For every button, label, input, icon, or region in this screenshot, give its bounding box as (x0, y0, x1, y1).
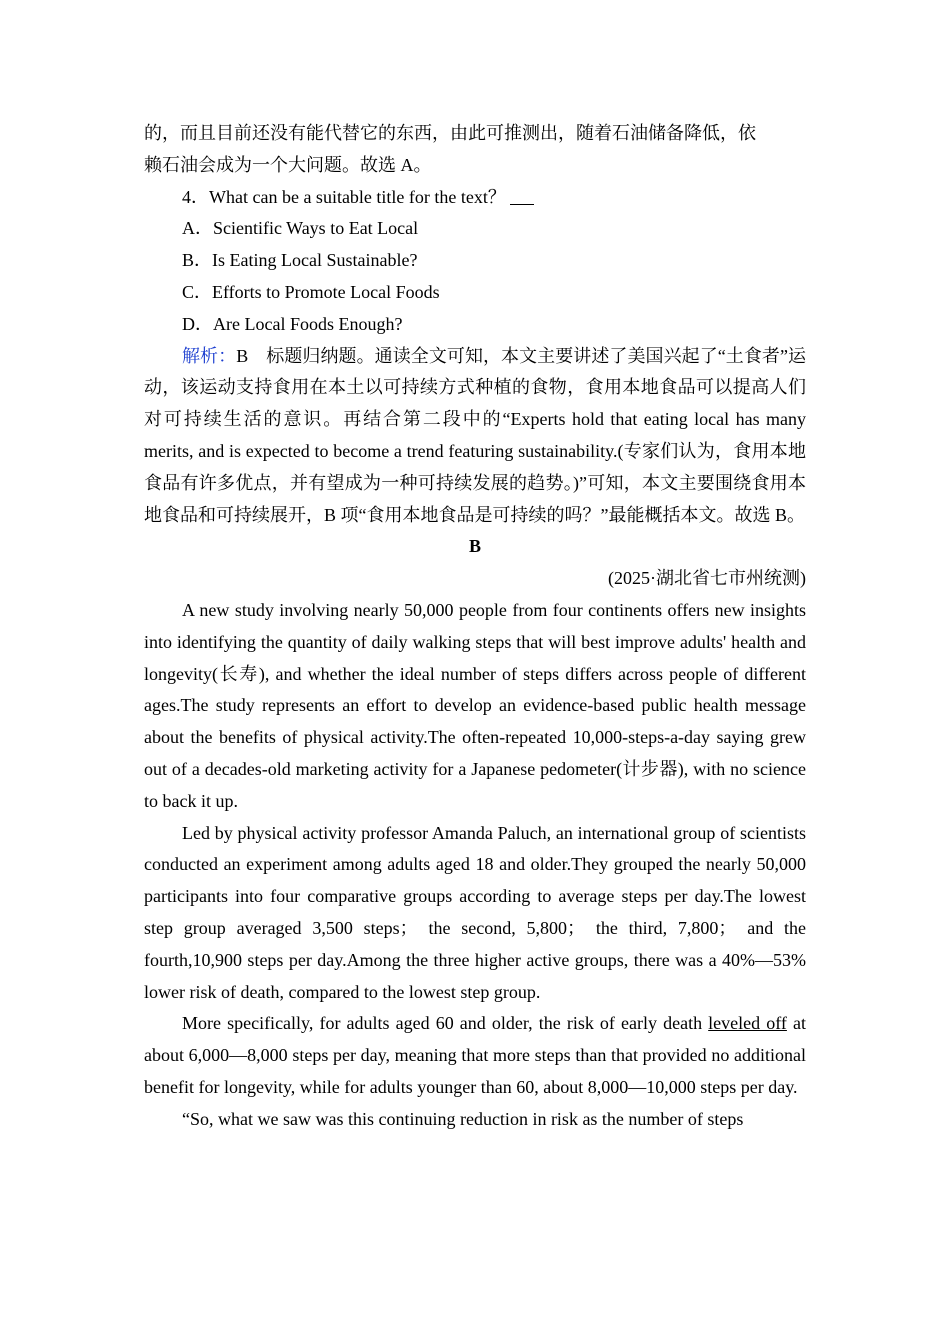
previous-analysis-tail (144, 118, 806, 182)
option-a: A．Scientific Ways to Eat Local (182, 218, 419, 239)
option-b: B．Is Eating Local Sustainable? (182, 250, 418, 271)
option-c: C．Efforts to Promote Local Foods (182, 281, 440, 302)
passage-paragraph-1: A new study involving nearly 50,000 people from four continents offers new insights into identifying the quantity of daily walking steps that will best improve adults' health and longevity(长寿), and whether the ideal number of steps differs across people of different ages.The study represents an effort to develop an evidence-based public health message about the benefits of physical activity.The often-repeated 10,000-steps-a-day saying grew out of a decades-old marketing activity for a Japanese pedometer(计步器), with no science to back it up. (144, 599, 806, 811)
paragraph-3-text-after: at about 6,000—8,000 steps per day, meaning that more steps than that provided no additional benefit for longevity, while for adults younger than 60, about 8,000—10,000 steps per day. (144, 1013, 806, 1097)
previous-analysis-line-2: 赖石油会成为一个大问题。故选 A。 (144, 154, 432, 175)
question-4-stem (144, 182, 806, 214)
option-d: D．Are Local Foods Enough? (182, 313, 403, 334)
section-heading: B (468, 536, 481, 557)
question-4-analysis (144, 341, 806, 532)
previous-analysis-line-1: 的，而且目前还没有能代替它的东西，由此可推测出，随着石油储备降低，依 (144, 123, 756, 143)
analysis-text: B 标题归纳题。通读全文可知，本文主要讲述了美国兴起了“土食者”运动，该运动支持食用在本土以可持续方式种植的食物，食用本地食品可以提高人们对可持续生活的意识。再结合第二段中的“Experts hold that eating local has many merits, and is expected to become a trend featuring sustainability.(专家们认为，食用本地食品有许多优点，并有望成为一种可持续发展的趋势。)”可知，本文主要围绕食用本地食品和可持续展开，B 项“食用本地食品是可持续的吗？”最能概括本文。故选 B。 (144, 345, 807, 525)
underlined-phrase: leveled off (708, 1013, 787, 1034)
analysis-label: 解析： (182, 345, 237, 366)
answer-blank (510, 184, 534, 205)
document-page (144, 118, 806, 1136)
passage-paragraph-4: “So, what we saw was this continuing reduction in risk as the number of steps (182, 1108, 744, 1129)
passage-paragraph-3 (144, 1008, 806, 1103)
question-4 (144, 182, 806, 341)
passage-source: (2025·湖北省七市州统测) (608, 568, 806, 589)
paragraph-3-text-before: More specifically, for adults aged 60 and older, the risk of early death (182, 1013, 709, 1034)
question-stem-text: 4．What can be a suitable title for the text？ (182, 186, 506, 207)
passage-paragraph-2: Led by physical activity professor Amanda Paluch, an international group of scientists conducted an experiment among adults aged 18 and older.They grouped the nearly 50,000 participants into four comparative groups according to average steps per day.The lowest step group averaged 3,500 steps； the second, 5,800； the third, 7,800； and the fourth,10,900 steps per day.Among the three higher active groups, there was a 40%—53% lower risk of death, compared to the lowest step group. (144, 822, 806, 1002)
